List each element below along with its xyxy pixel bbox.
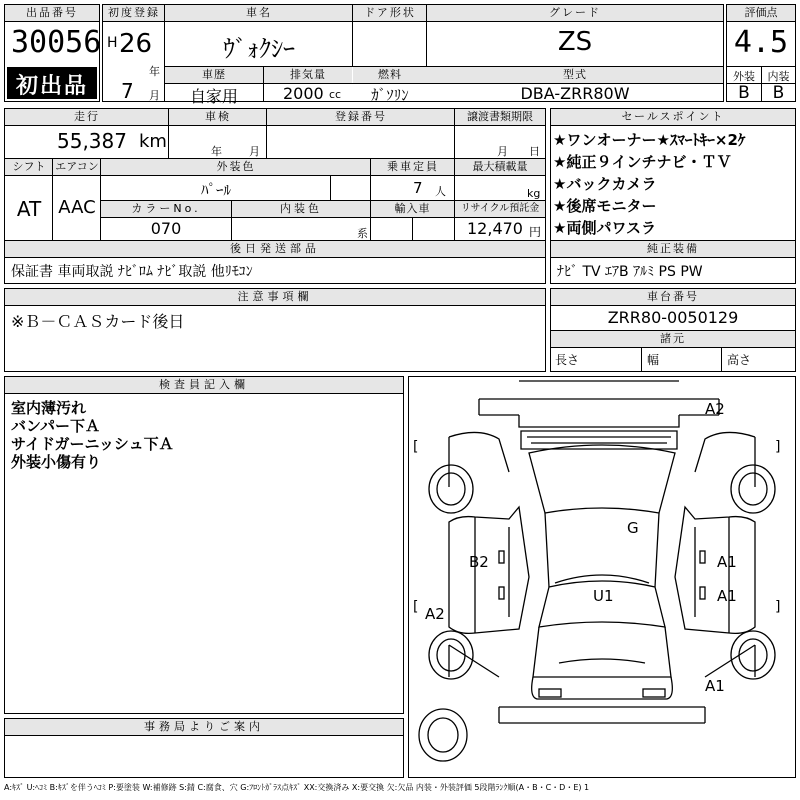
office-label: 事務局よりご案内: [5, 719, 403, 736]
model-label: 型式: [427, 67, 723, 83]
grade-label: グレード: [427, 5, 723, 22]
chassis-value: ZRR80-0050129: [607, 308, 739, 327]
inspector-line-1: 室内薄汚れ: [11, 399, 87, 417]
sales-point-4: ★後席モニター: [553, 197, 657, 215]
inspection-month-unit: 月: [249, 145, 260, 158]
sales-point-2: ★純正９インチナビ・ＴＶ: [553, 153, 732, 171]
sales-points-label: セールスポイント: [551, 109, 795, 126]
registration-label: 登録番号: [267, 109, 455, 126]
inspector-section: [4, 376, 404, 714]
sales-points: [550, 108, 796, 284]
score-label: 評価点: [727, 5, 795, 22]
mark-u1: U1: [593, 587, 614, 605]
chassis-section: [550, 288, 796, 372]
exterior-grade: B: [738, 83, 750, 103]
shift-value: AT: [16, 197, 42, 221]
color-no-label: カラーNo.: [101, 201, 231, 217]
car-diagram-svg: [409, 377, 795, 777]
notes-section: [4, 288, 546, 372]
mileage-label: 走行: [5, 109, 169, 126]
color-no-value: 070: [150, 219, 182, 238]
door-label: ドア形状: [353, 5, 427, 22]
mark-b2: B2: [469, 553, 489, 571]
inspection-label: 車検: [169, 109, 267, 126]
details-grid: [4, 108, 546, 284]
era-value: H: [107, 35, 118, 51]
later-parts-value: 保証書 車両取説 ﾅﾋﾞﾛﾑ ﾅﾋﾞ取説 他ﾘﾓｺﾝ: [11, 264, 253, 280]
displacement-value: 2000: [283, 84, 324, 103]
int-color-label: 内装色: [232, 201, 370, 217]
recycle-value: 12,470: [467, 219, 523, 238]
month-value: 7: [121, 79, 134, 103]
load-unit: kg: [527, 187, 541, 200]
history-label: 車歴: [165, 67, 263, 83]
mark-a2-left: A2: [425, 605, 445, 623]
recycle-label: リサイクル預託金: [455, 201, 545, 217]
score-value: 4.5: [733, 25, 789, 60]
exterior-label: 外装: [733, 70, 755, 83]
fuel-value: ｶﾞｿﾘﾝ: [371, 86, 409, 104]
notes-value: ※Ｂ－ＣＡＳカード後日: [11, 312, 185, 331]
grade-value: ZS: [557, 27, 593, 57]
equipment-value: ﾅﾋﾞ TV ｴｱB ｱﾙﾐ PS PW: [557, 264, 703, 280]
transfer-day-unit: 日: [529, 145, 540, 158]
dims-label: 諸元: [551, 331, 795, 348]
inspector-line-2: バンパー下Ａ: [11, 417, 100, 435]
interior-label: 内装: [767, 70, 790, 83]
ac-label: エアコン: [53, 159, 101, 176]
year-value: 26: [119, 29, 153, 59]
import-label: 輸入車: [371, 201, 454, 217]
equipment-label: 純正装備: [551, 241, 795, 258]
mark-a1-right-mid: A1: [717, 587, 737, 605]
displacement-unit: cc: [329, 88, 342, 101]
first-listing-badge: [7, 67, 97, 99]
mileage-unit: km: [139, 131, 167, 152]
vehicle-header: [102, 4, 724, 106]
inspector-line-4: 外装小傷有り: [11, 453, 102, 471]
year-unit: 年: [149, 65, 160, 78]
sales-point-5: ★両側パワスラ: [553, 219, 656, 237]
bracket-left-top: [: [413, 439, 419, 455]
displacement-label: 排気量: [264, 67, 352, 83]
bracket-right-bottom: ]: [775, 599, 781, 615]
shift-label: シフト: [5, 159, 53, 176]
chassis-label: 車台番号: [551, 289, 795, 306]
mark-a1-right-upper: A1: [717, 553, 737, 571]
ext-color-label: 外装色: [101, 159, 371, 176]
lot-label: 出品番号: [5, 5, 99, 22]
notes-label: 注意事項欄: [5, 289, 545, 306]
width-label: 幅: [647, 353, 660, 367]
transfer-month-unit: 月: [497, 145, 508, 158]
mark-a1-right-lower: A1: [705, 677, 725, 695]
bracket-right-top: ]: [775, 439, 781, 455]
sales-point-1: ★ワンオーナー★ｽﾏｰﾄｷｰ×2ｹ: [553, 131, 746, 149]
car-name-label: 車名: [165, 5, 353, 22]
month-unit: 月: [149, 89, 160, 102]
inspection-year-unit: 年: [211, 145, 222, 158]
ext-color-value: ﾊﾟｰﾙ: [200, 181, 231, 199]
int-color-unit: 系: [357, 227, 368, 240]
office-section: [4, 718, 404, 778]
later-parts-label: 後日発送部品: [5, 241, 545, 258]
interior-grade: B: [772, 83, 785, 103]
inspector-label: 検査員記入欄: [5, 377, 403, 394]
capacity-label: 乗車定員: [371, 159, 455, 176]
mileage-value: 55,387: [57, 129, 127, 153]
load-label: 最大積載量: [455, 159, 545, 176]
capacity-unit: 人: [435, 185, 446, 198]
bracket-left-bottom: [: [413, 599, 419, 615]
inspector-line-3: サイドガーニッシュ下Ａ: [11, 435, 174, 453]
first-listing-text: 初出品: [15, 74, 88, 99]
model-value: DBA-ZRR80W: [520, 84, 630, 103]
damage-diagram: [408, 376, 796, 778]
ac-value: AAC: [58, 197, 96, 218]
fuel-label: 燃料: [353, 67, 427, 83]
lot-section: [4, 4, 100, 102]
lot-number: 30056: [11, 25, 102, 60]
transfer-label: 譲渡書類期限: [455, 109, 545, 126]
sales-point-3: ★バックカメラ: [553, 175, 657, 193]
length-label: 長さ: [555, 353, 580, 367]
recycle-unit: 円: [529, 225, 542, 239]
mark-a2-top: A2: [705, 400, 725, 418]
history-value: 自家用: [189, 87, 238, 106]
capacity-value: 7: [413, 179, 423, 197]
car-name: ｳﾞｫｸｼｰ: [223, 35, 295, 63]
height-label: 高さ: [727, 353, 752, 367]
score-section: [726, 4, 796, 102]
first-reg-label: 初度登録: [103, 5, 165, 22]
legend-footer: A:ｷｽﾞ U:ﾍｺﾐ B:ｷｽﾞを伴うﾍｺﾐ P:要塗装 W:補修跡 S:錆 C:腐食、穴 G:ﾌﾛﾝﾄｶﾞﾗｽ点ｷｽﾞ XX:交換済み X:要交換 欠:欠品 内装・外装評価 5段階ﾗﾝｸ順(A・B・C・D・E) 1: [4, 783, 590, 792]
mark-g: G: [627, 519, 639, 537]
